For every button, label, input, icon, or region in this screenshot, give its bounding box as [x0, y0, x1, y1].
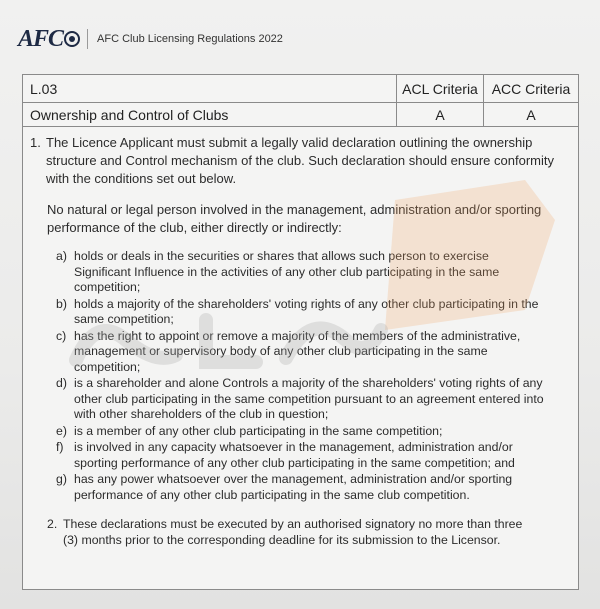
afc-logo-text: AFC — [18, 26, 64, 52]
list-item-text: is involved in any capacity whatsoever in the management, administration and/or sporting performance of any other club participating in the same competition; and — [74, 440, 515, 470]
list-item-text: has any power whatsoever over the management, administration and/or sporting performance of any other club participating in the same club competition. — [74, 472, 513, 502]
regulation-body — [23, 127, 578, 548]
list-item — [56, 440, 568, 471]
paragraph-2-text: These declarations must be executed by an authorised signatory no more than three (3) months prior to the corresponding deadline for its submission to the Licensor. — [63, 517, 523, 547]
acc-criteria-header: ACC Criteria — [483, 75, 578, 102]
header-title: AFC Club Licensing Regulations 2022 — [97, 33, 283, 45]
list-item — [56, 472, 568, 503]
regulation-table — [22, 74, 579, 590]
list-item-text: is a member of any other club participating in the same competition; — [74, 423, 443, 438]
afc-logo — [18, 27, 80, 51]
list-item — [56, 376, 568, 423]
criterion-code: L.03 — [30, 80, 58, 97]
table-header-row — [23, 75, 578, 103]
list-item — [56, 329, 568, 376]
list-item — [56, 297, 568, 328]
acl-criteria-value: A — [396, 103, 483, 126]
list-item-letter: c) — [56, 328, 67, 343]
paragraph-2 — [47, 516, 568, 548]
list-item-letter: b) — [56, 296, 67, 311]
list-item-text: holds or deals in the securities or shares that allows such person to exercise Significant Influence in the activities of any other club participating in the same competition; — [74, 249, 500, 294]
list-item — [56, 424, 568, 440]
paragraph-1-text: The Licence Applicant must submit a legally valid declaration outlining the ownership structure and Control mechanism of the club. Such declaration should ensure conformity with the conditions set out below. — [46, 135, 554, 186]
table-title-row — [23, 103, 578, 127]
document-header — [18, 24, 283, 54]
list-item-letter: d) — [56, 376, 67, 390]
list-item-letter: e) — [56, 423, 67, 438]
paragraph-2-number: 2. — [47, 517, 58, 531]
paragraph-1 — [30, 134, 568, 188]
header-divider — [87, 29, 88, 49]
football-icon — [64, 31, 80, 47]
acc-criteria-value: A — [483, 103, 578, 126]
list-item — [56, 249, 568, 296]
list-item-letter: g) — [56, 472, 67, 486]
paragraph-1-number: 1. — [30, 135, 41, 150]
list-item-text: holds a majority of the shareholders' voting rights of any other club participating in the same competition; — [74, 296, 539, 326]
list-item-letter: a) — [56, 249, 67, 263]
list-item-letter: f) — [56, 440, 64, 454]
acl-criteria-header: ACL Criteria — [396, 75, 483, 102]
conditions-list — [56, 249, 568, 503]
list-item-text: has the right to appoint or remove a majority of the members of the administrative, management or supervisory body of any other club participating in the same competition; — [74, 328, 521, 374]
section-title: Ownership and Control of Clubs — [30, 106, 229, 123]
conditions-intro: No natural or legal person involved in the management, administration and/or sporting performance of the club, either directly or indirectly: — [47, 202, 542, 235]
list-item-text: is a shareholder and alone Controls a majority of the shareholders' voting rights of any other club participating in the same competition pursuant to an agreement entered into with other shareholders of the club in question; — [74, 376, 544, 421]
